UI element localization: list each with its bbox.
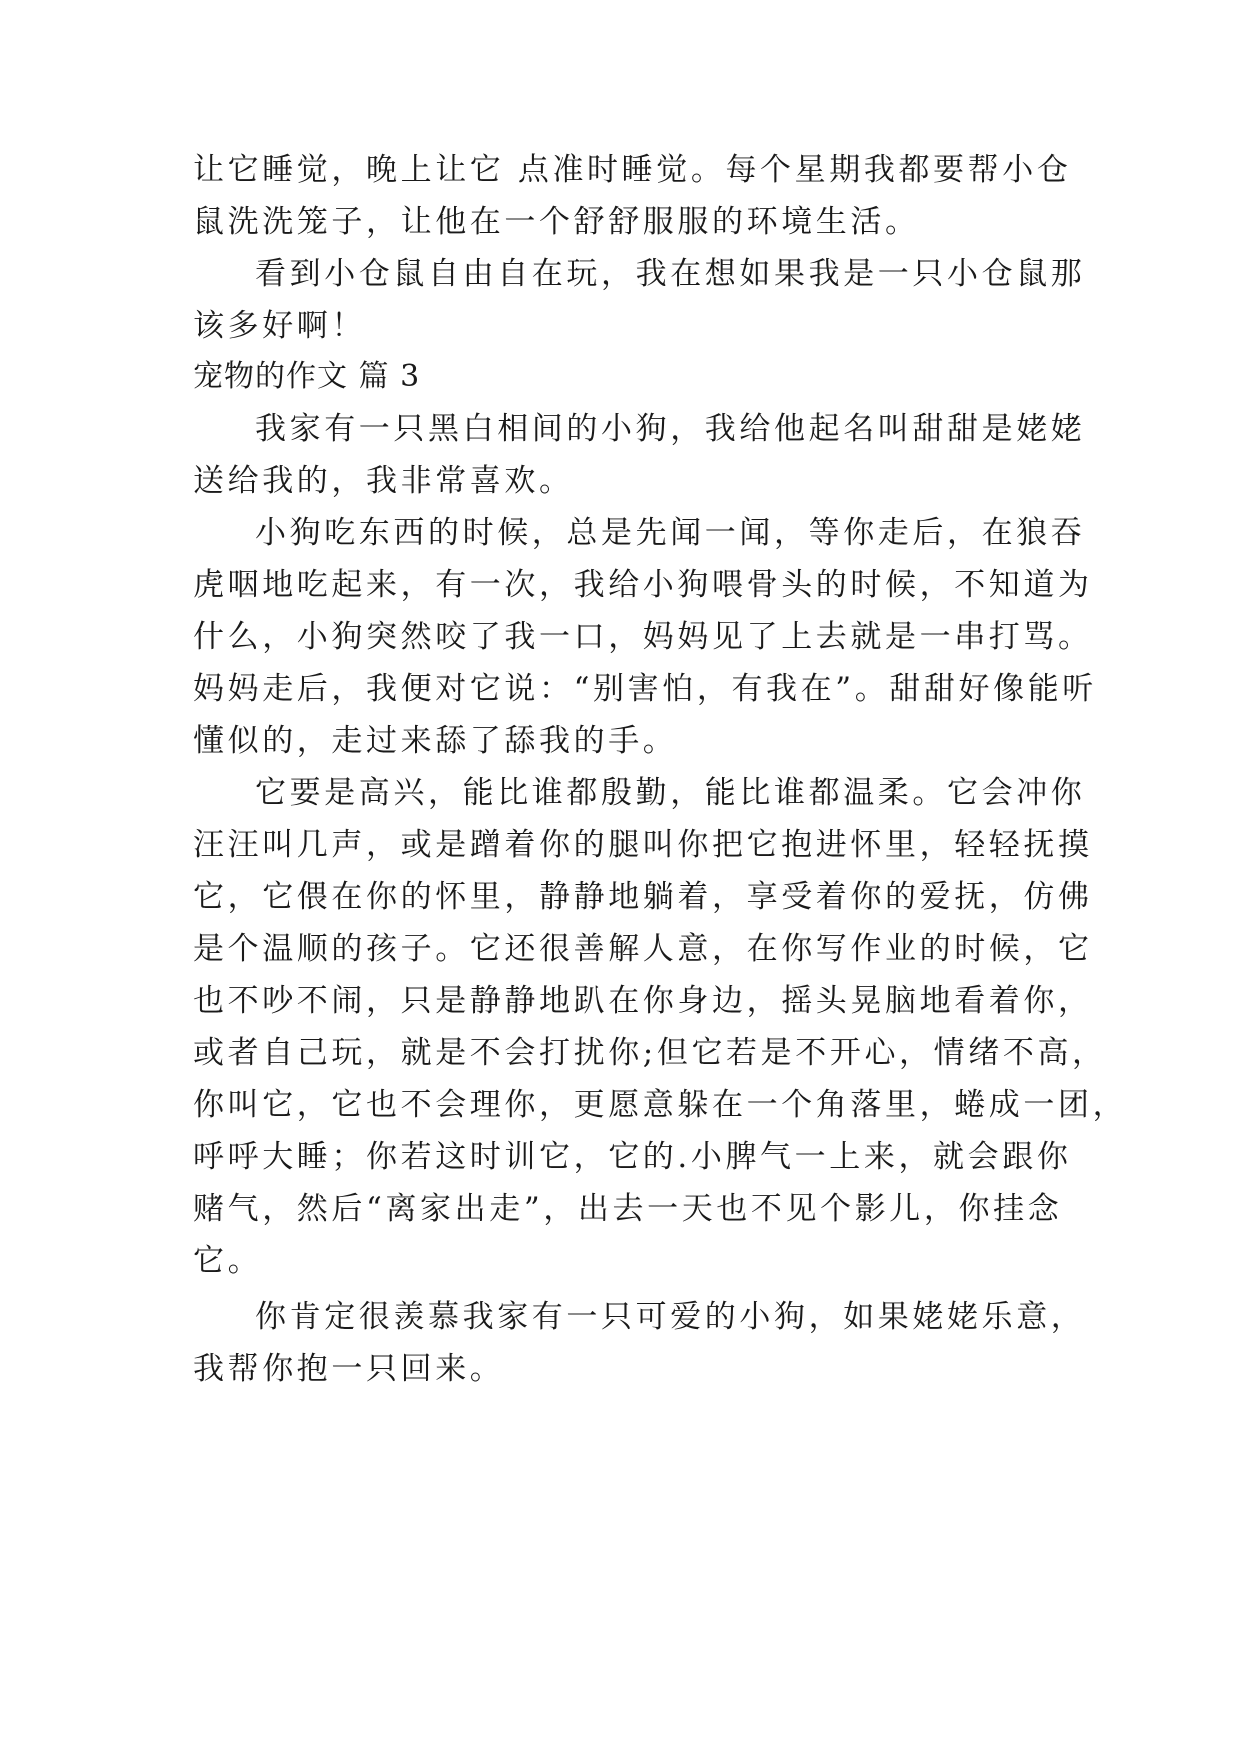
text-line: 虎咽地吃起来，有一次，我给小狗喂骨头的时候，不知道为 [193, 567, 1093, 603]
text-line: 懂似的，走过来舔了舔我的手。 [193, 723, 678, 759]
text-line: 鼠洗洗笼子，让他在一个舒舒服服的环境生活。 [193, 204, 920, 240]
text-line: 该多好啊！ [193, 308, 366, 344]
text-line: 也不吵不闹，只是静静地趴在你身边，摇头晃脑地看着你， [193, 983, 1093, 1019]
section-heading: 宠物的作文 篇 3 [193, 359, 421, 394]
text-line: 是个温顺的孩子。它还很善解人意，在你写作业的时候，它 [193, 931, 1093, 967]
text-line: 送给我的，我非常喜欢。 [193, 463, 574, 499]
text-line: 我帮你抱一只回来。 [193, 1351, 505, 1387]
text-line: 或者自己玩，就是不会打扰你;但它若是不开心，情绪不高， [193, 1035, 1107, 1071]
text-line: 赌气，然后“离家出走”，出去一天也不见个影儿，你挂念 [193, 1191, 1063, 1227]
text-line: 妈妈走后，我便对它说：“别害怕，有我在”。甜甜好像能听 [193, 671, 1097, 707]
text-line: 汪汪叫几声，或是蹭着你的腿叫你把它抱进怀里，轻轻抚摸 [193, 827, 1093, 863]
text-line: 它，它偎在你的怀里，静静地躺着，享受着你的爱抚，仿佛 [193, 879, 1093, 915]
text-line: 它。 [193, 1243, 263, 1279]
text-line: 让它睡觉，晚上让它 点准时睡觉。每个星期我都要帮小仓 [193, 152, 1072, 188]
paragraph-first-line: 看到小仓鼠自由自在玩，我在想如果我是一只小仓鼠那 [255, 256, 1086, 292]
text-line: 你叫它，它也不会理你，更愿意躲在一个角落里，蜷成一团， [193, 1087, 1128, 1123]
paragraph-first-line: 小狗吃东西的时候，总是先闻一闻，等你走后，在狼吞 [255, 515, 1086, 551]
paragraph-first-line: 你肯定很羡慕我家有一只可爱的小狗，如果姥姥乐意， [255, 1299, 1086, 1335]
text-line: 呼呼大睡；你若这时训它，它的.小脾气一上来，就会跟你 [193, 1139, 1072, 1175]
text-line: 什么，小狗突然咬了我一口，妈妈见了上去就是一串打骂。 [193, 619, 1093, 655]
paragraph-first-line: 我家有一只黑白相间的小狗，我给他起名叫甜甜是姥姥 [255, 411, 1086, 447]
paragraph-first-line: 它要是高兴，能比谁都殷勤，能比谁都温柔。它会冲你 [255, 775, 1086, 811]
